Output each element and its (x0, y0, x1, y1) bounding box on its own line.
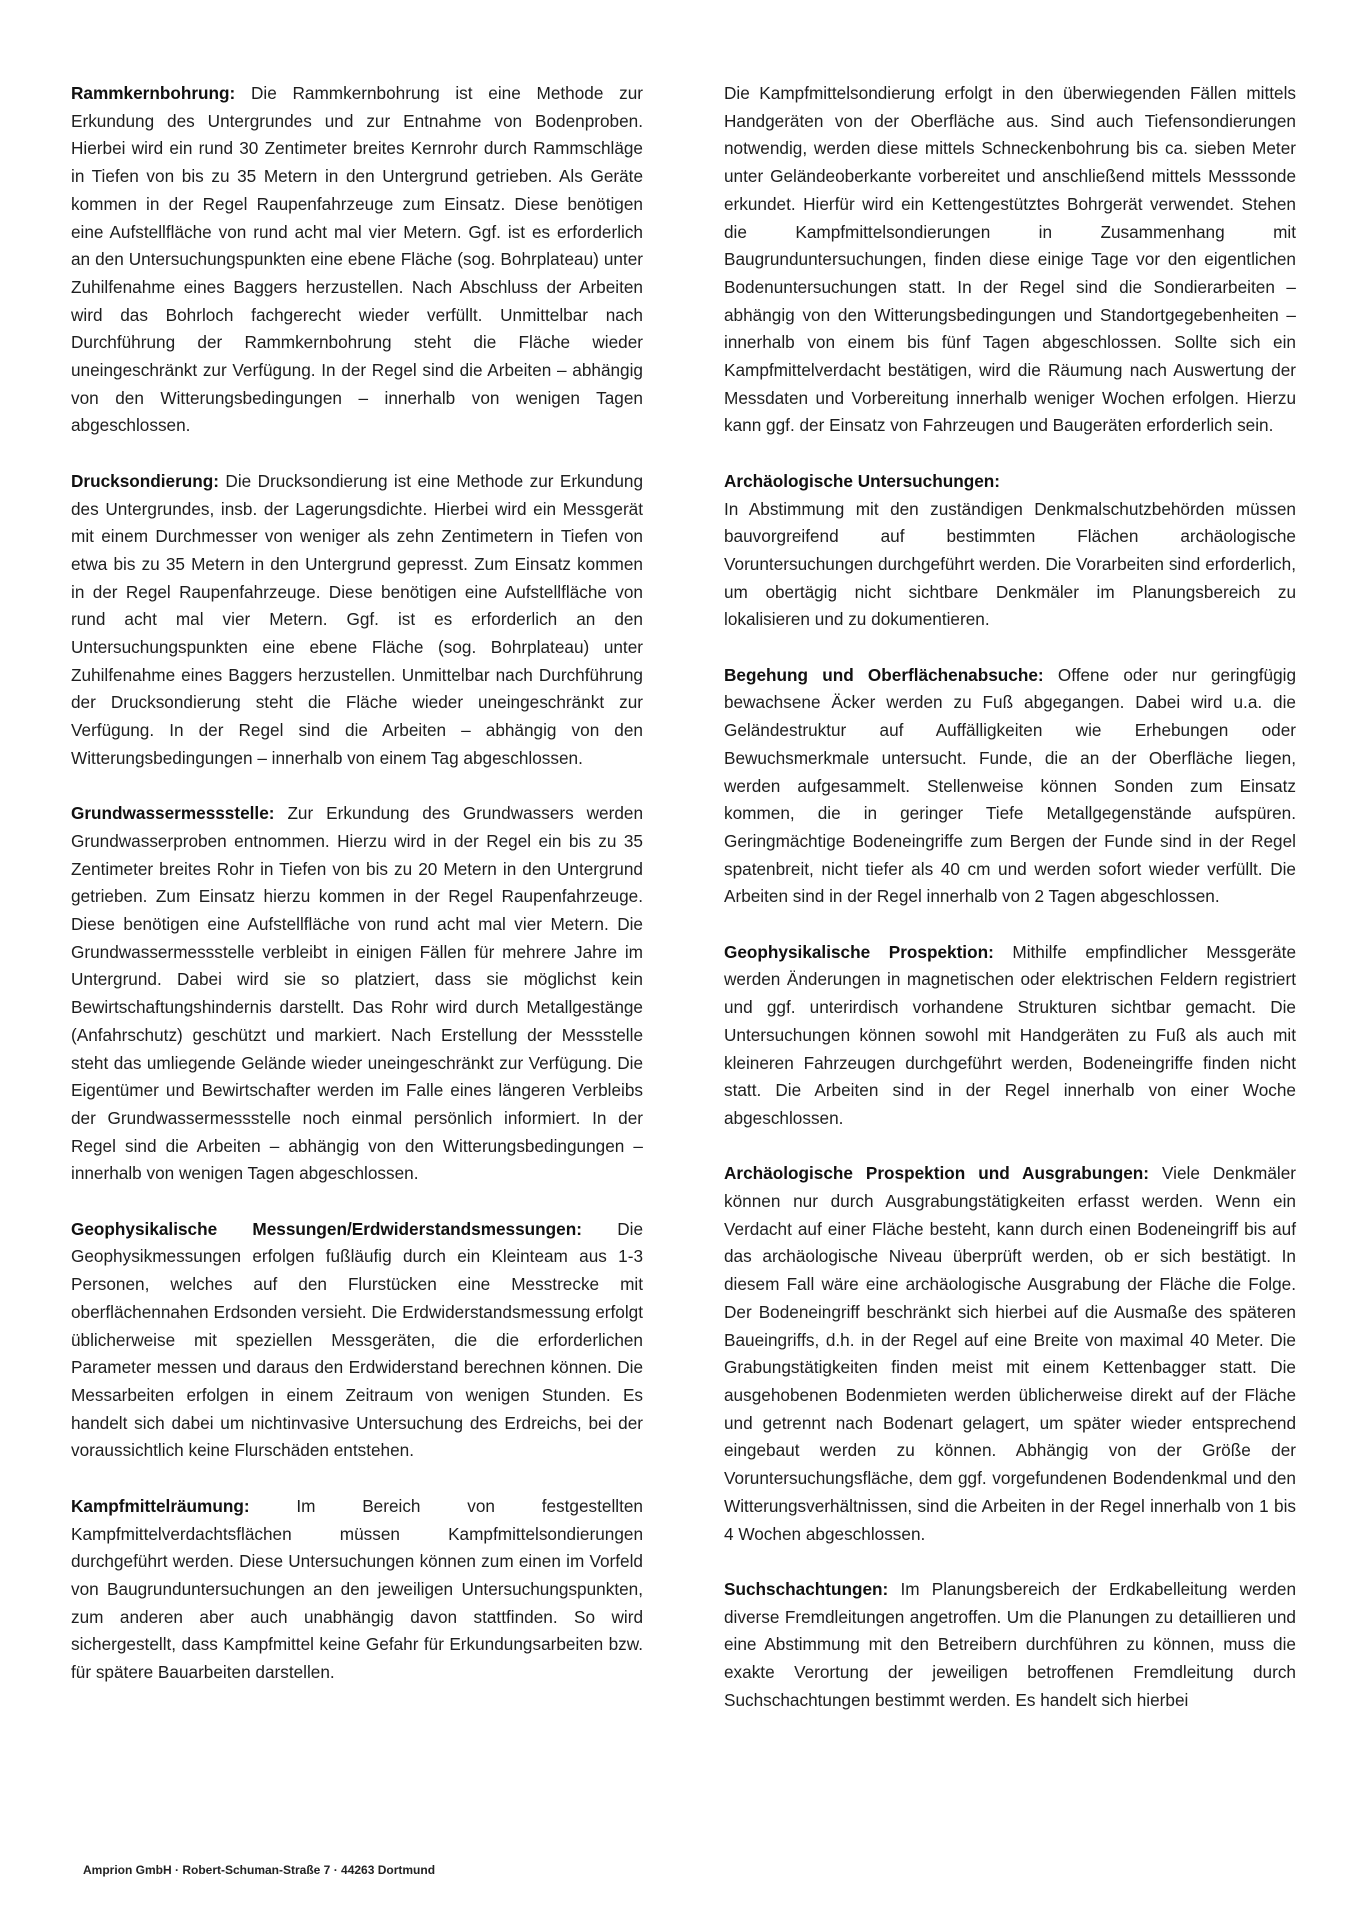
left-column (71, 80, 643, 1714)
section-heading: Grundwassermessstelle: (71, 803, 275, 824)
section-text: Viele Denkmäler können nur durch Ausgrabungstätigkeiten erfasst werden. Wenn ein Verdacht auf einer Fläche besteht, kann durch einen Bodeneingriff bis auf das archäologische Niveau überprüft werden, ob er sich bestätigt. In diesem Fall wäre eine archäologische Ausgrabung der Fläche die Folge. Der Bodeneingriff beschränkt sich hierbei auf die Ausmaße des späteren Baueingriffs, d.h. in der Regel auf eine Breite von maximal 40 Meter. Die Grabungstätigkeiten finden meist mit einem Kettenbagger statt. Die ausgehobenen Bodenmieten werden üblicherweise direkt auf der Fläche und getrennt nach Bodenart gelagert, um später wieder entsprechend eingebaut werden zu können. Abhängig von der Größe der Voruntersuchungsfläche, dem ggf. vorgefundenen Bodendenkmal und den Witterungsverhältnissen, sind die Arbeiten in der Regel innerhalb von 1 bis 4 Wochen abgeschlossen. (724, 1163, 1296, 1544)
section-text: Im Bereich von festgestellten Kampfmittelverdachtsflächen müssen Kampfmittelsondierungen durchgeführt werden. Diese Untersuchungen können zum einen im Vorfeld von Baugrunduntersuchungen an den jeweiligen Untersuchungspunkten, zum anderen aber auch unabhängig davon stattfinden. So wird sichergestellt, dass Kampfmittel keine Gefahr für Erkundungsarbeiten bzw. für spätere Bauarbeiten darstellen. (71, 1495, 643, 1683)
section-heading: Archäologische Prospektion und Ausgrabungen: (724, 1163, 1150, 1184)
section-suchschachtungen (724, 1576, 1296, 1715)
section-rammkernbohrung (71, 80, 643, 440)
section-heading: Drucksondierung: (71, 470, 220, 491)
section-geophysikalische-messungen (71, 1216, 643, 1465)
section-kampfmittelsondierung-continued (724, 80, 1296, 440)
section-drucksondierung (71, 468, 643, 773)
section-text: Die Kampfmittelsondierung erfolgt in den überwiegenden Fällen mittels Handgeräten von der Oberfläche aus. Sind auch Tiefensondierungen notwendig, werden diese mittels Schneckenbohrung bis ca. sieben Meter unter Geländeoberkante vorbereitet und anschließend mittels Messsonde erkundet. Hierfür wird ein Kettengestütztes Bohrgerät verwendet. Stehen die Kampfmittelsondierungen in Zusammenhang mit Baugrunduntersuchungen, finden diese einige Tage vor den eigentlichen Bodenuntersuchungen statt. In der Regel sind die Sondierarbeiten – abhängig von den Witterungsbedingungen und Standortgegebenheiten – innerhalb von einem bis fünf Tagen abgeschlossen. Sollte sich ein Kampfmittelverdacht bestätigen, wird die Räumung nach Auswertung der Messdaten und Vorbereitung innerhalb weniger Wochen erfolgen. Hierzu kann ggf. der Einsatz von Fahrzeugen und Baugeräten erforderlich sein. (724, 83, 1296, 436)
section-grundwassermessstelle (71, 800, 643, 1188)
section-geophysikalische-prospektion (724, 939, 1296, 1133)
section-text: Die Rammkernbohrung ist eine Methode zur Erkundung des Untergrundes und zur Entnahme von Bodenproben. Hierbei wird ein rund 30 Zentimeter breites Kernrohr durch Rammschläge in Tiefen von bis zu 35 Metern in den Untergrund getrieben. Als Geräte kommen in der Regel Raupenfahrzeuge zum Einsatz. Diese benötigen eine Aufstellfläche von rund acht mal vier Metern. Ggf. ist es erforderlich an den Untersuchungspunkten eine ebene Fläche (sog. Bohrplateau) unter Zuhilfenahme eines Baggers herzustellen. Nach Abschluss der Arbeiten wird das Bohrloch fachgerecht wieder verfüllt. Unmittelbar nach Durchführung der Rammkernbohrung steht die Fläche wieder uneingeschränkt zur Verfügung. In der Regel sind die Arbeiten – abhängig von den Witterungsbedingungen – innerhalb von wenigen Tagen abgeschlossen. (71, 83, 643, 436)
section-text: Mithilfe empfindlicher Messgeräte werden Änderungen in magnetischen oder elektrischen Feldern registriert und ggf. unterirdisch vorhandene Strukturen sichtbar gemacht. Die Untersuchungen können sowohl mit Handgeräten zu Fuß als auch mit kleineren Fahrzeugen durchgeführt werden, Bodeneingriffe finden nicht statt. Die Arbeiten sind in der Regel innerhalb von einer Woche abgeschlossen. (724, 941, 1297, 1128)
footer-address: Amprion GmbH · Robert-Schuman-Straße 7 · 44263 Dortmund (83, 1863, 436, 1877)
section-text: Im Planungsbereich der Erdkabelleitung werden diverse Fremdleitungen angetroffen. Um die Planungen zu detaillieren und eine Abstimmung mit den Betreibern durchführen zu können, muss die exakte Verortung der jeweiligen betroffenen Fremdleitung durch Suchschachtungen bestimmt werden. Es handelt sich hierbei (724, 1578, 1296, 1710)
section-archaeologische-prospektion (724, 1160, 1296, 1548)
right-column (724, 80, 1296, 1742)
section-heading: Kampfmittelräumung: (71, 1495, 250, 1516)
section-heading: Geophysikalische Messungen/Erdwiderstandsmessungen: (71, 1218, 582, 1239)
section-kampfmittelraeumung (71, 1493, 643, 1687)
section-heading: Suchschachtungen: (724, 1578, 889, 1599)
section-heading: Geophysikalische Prospektion: (724, 941, 994, 962)
section-text: Offene oder nur geringfügig bewachsene Äcker werden zu Fuß abgegangen. Dabei wird u.a. die Geländestruktur auf Auffälligkeiten wie Erhebungen oder Bewuchsmerkmale untersucht. Funde, die an der Oberfläche liegen, werden aufgesammelt. Stellenweise können Sonden zum Einsatz kommen, die in geringer Tiefe Metallgegenstände aufspüren. Geringmächtige Bodeneingriffe zum Bergen der Funde sind in der Regel spatenbreit, nicht tiefer als 40 cm und werden sofort wieder verfüllt. Die Arbeiten sind in der Regel innerhalb von 2 Tagen abgeschlossen. (724, 664, 1297, 907)
section-heading: Rammkernbohrung: (71, 83, 236, 103)
section-text: In Abstimmung mit den zuständigen Denkmalschutzbehörden müssen bauvorgreifend auf bestimmten Flächen archäologische Voruntersuchungen durchgeführt werden. Die Vorarbeiten sind erforderlich, um obertägig nicht sichtbare Denkmäler im Planungsbereich zu lokalisieren und zu dokumentieren. (724, 498, 1296, 630)
section-text: Die Drucksondierung ist eine Methode zur Erkundung des Untergrundes, insb. der Lagerungsdichte. Hierbei wird ein Messgerät mit einem Durchmesser von weniger als zehn Zentimetern in Tiefen von etwa bis zu 35 Metern in den Untergrund gepresst. Zum Einsatz kommen in der Regel Raupenfahrzeuge. Diese benötigen eine Aufstellfläche von rund acht mal vier Metern. Ggf. ist es erforderlich an den Untersuchungspunkten eine ebene Fläche (sog. Bohrplateau) unter Zuhilfenahme eines Baggers herzustellen. Unmittelbar nach Durchführung der Drucksondierung steht die Fläche wieder uneingeschränkt zur Verfügung. In der Regel sind die Arbeiten – abhängig von den Witterungsbedingungen – innerhalb von einem Tag abgeschlossen. (71, 470, 644, 768)
section-archaeologische-untersuchungen (724, 468, 1296, 634)
section-heading: Archäologische Untersuchungen: (724, 470, 1000, 491)
section-begehung-oberflaechenabsuche (724, 662, 1296, 911)
section-text: Die Geophysikmessungen erfolgen fußläufig durch ein Kleinteam aus 1-3 Personen, welches auf den Flurstücken eine Messtrecke mit oberflächennahen Erdsonden versieht. Die Erdwiderstandsmessung erfolgt üblicherweise mit speziellen Messgeräten, die die erforderlichen Parameter messen und daraus den Erdwiderstand berechnen können. Die Messarbeiten erfolgen in einem Zeitraum von wenigen Stunden. Es handelt sich dabei um nichtinvasive Untersuchung des Erdreichs, bei der voraussichtlich keine Flurschäden entstehen. (71, 1218, 644, 1461)
section-heading: Begehung und Oberflächenabsuche: (724, 664, 1044, 685)
section-text: Zur Erkundung des Grundwassers werden Grundwasserproben entnommen. Hierzu wird in der Regel ein bis zu 35 Zentimeter breites Rohr in Tiefen von bis zu 20 Metern in den Untergrund getrieben. Zum Einsatz hierzu kommen in der Regel Raupenfahrzeuge. Diese benötigen eine Aufstellfläche von rund acht mal vier Metern. Die Grundwassermessstelle verbleibt in einigen Fällen für mehrere Jahre im Untergrund. Dabei wird sie so platziert, dass sie möglichst kein Bewirtschaftungshindernis darstellt. Das Rohr wird durch Metallgestänge (Anfahrschutz) geschützt und markiert. Nach Erstellung der Messstelle steht das umliegende Gelände wieder uneingeschränkt zur Verfügung. Die Eigentümer und Bewirtschafter werden im Falle eines längeren Verbleibs der Grundwassermessstelle noch einmal persönlich informiert. In der Regel sind die Arbeiten – abhängig von den Witterungsbedingungen – innerhalb von wenigen Tagen abgeschlossen. (71, 803, 644, 1184)
